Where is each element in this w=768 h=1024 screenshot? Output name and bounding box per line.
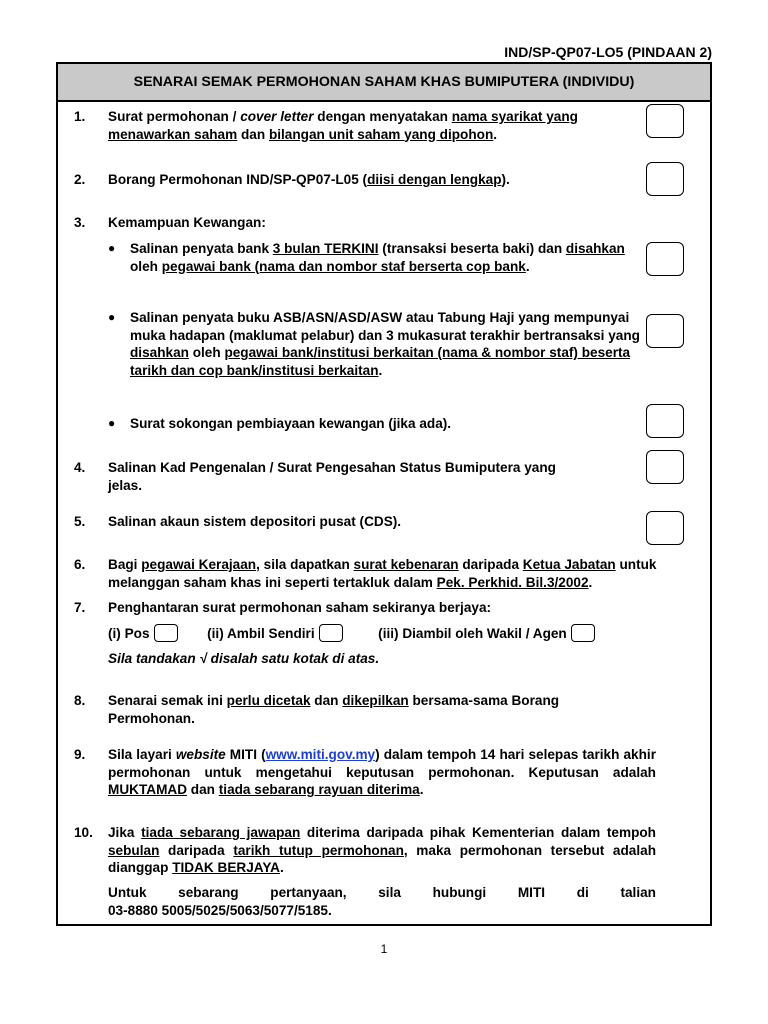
item-heading: Penghantaran surat permohonan saham sekiranya berjaya: [108, 600, 492, 615]
checkbox-wakil[interactable] [571, 624, 595, 642]
item-number: 7. [74, 600, 86, 615]
item-number: 4. [74, 460, 86, 475]
item-number: 5. [74, 514, 86, 529]
checklist-title: SENARAI SEMAK PERMOHONAN SAHAM KHAS BUMIPUTERA (INDIVIDU) [58, 64, 710, 102]
checkbox-item-5[interactable] [646, 511, 684, 545]
item-3-bullet-1: ● Salinan penyata bank 3 bulan TERKINI (transaksi beserta baki) dan disahkan oleh pegawai bank (nama dan nombor staf berserta cop bank. [108, 241, 625, 274]
checkbox-item-4[interactable] [646, 450, 684, 484]
item-heading: Kemampuan Kewangan: [108, 215, 266, 230]
option-wakil-label: (iii) Diambil oleh Wakil / Agen [378, 626, 567, 641]
checklist-frame: SENARAI SEMAK PERMOHONAN SAHAM KHAS BUMIPUTERA (INDIVIDU) 1. Surat permohonan / cover letter dengan menyatakan nama syarikat yang menawarkan saham dan bilangan unit saham yang dipohon. 2. Borang Permohonan IND/SP-QP07-L05 (diisi dengan lengkap). 3. Kemampuan Kewangan: ● Salinan penyata bank 3 bulan TERKINI (transaksi beserta baki) dan disahkan oleh pegawai bank (nama dan nombor staf berserta cop bank. ● Salinan penyata buku ASB/ASN/ASD/ASW atau Tabung Haji yang mempunyai muka hadapan (maklumat pelabur) dan 3 mukasurat terakhir bertransaksi yang disahkan oleh pegawai bank/institusi berkaitan (nama & nombor staf) beserta tarikh dan cop bank/institusi berkaitan. ● Surat sokongan pembiayaan kewangan (jika ada). 4. Salinan Kad Pengenalan / Surat Pengesahan Status Bumiputera yang jelas. 5. Salinan akaun sistem depositori pusat (CDS). 6. Bagi pegawai Kerajaan, sila dapatkan surat kebenaran daripada Ketua Jabatan untuk melanggan saham khas ini seperti tertakluk dalam Pek. Perkhid. Bil.3/2002. 7. Penghantaran surat permohonan saham sekiranya berjaya: (i) Pos (ii) Ambil Sendiri (iii) Diambil oleh Wakil / Agen Sila tandakan √ disalah satu kotak di atas. 8. Senarai semak ini perlu dicetak dan dikepilkan bersama-sama Borang Permohonan. 9. Sila layari website MITI (www.miti.gov.my) dalam tempoh 14 hari selepas tarikh akhir permohonan untuk mengetahui keputusan permohonan. Keputusan adalah MUKTAMAD dan tiada sebarang rayuan diterima. 10. Jika tiada sebarang jawapan diterima daripada pihak Kementerian dalam tempoh sebulan daripada tarikh tutup permohonan, maka permohonan tersebut adalah dianggap TIDAK BERJAYA. Untuk sebarang pertanyaan, sila hubungi MITI di talian 03-8880 5005/5025/5063/5077/5185. [56, 62, 712, 926]
option-pos-label: (i) Pos [108, 626, 150, 641]
item-3-bullet-3: ● Surat sokongan pembiayaan kewangan (jika ada). [108, 416, 452, 431]
item-text: Sila layari website MITI (www.miti.gov.my) dalam tempoh 14 hari selepas tarikh akhir permohonan untuk mengetahui keputusan permohonan. Keputusan adalah MUKTAMAD dan tiada sebarang rayuan diterima. [108, 747, 656, 797]
item-text: Senarai semak ini perlu dicetak dan dikepilkan bersama-sama Borang Permohonan. [108, 693, 560, 726]
checkbox-ambil-sendiri[interactable] [319, 624, 343, 642]
option-ambil-sendiri-label: (ii) Ambil Sendiri [207, 626, 315, 641]
contact-line: Untuk sebarang pertanyaan, sila hubungi MITI di talian [108, 885, 656, 900]
checkbox-item-3c[interactable] [646, 404, 684, 438]
item-3-bullet-2: ● Salinan penyata buku ASB/ASN/ASD/ASW atau Tabung Haji yang mempunyai muka hadapan (maklumat pelabur) dan 3 mukasurat terakhir bertransaksi yang disahkan oleh pegawai bank/institusi berkaitan (nama & nombor staf) beserta tarikh dan cop bank/institusi berkaitan. [108, 310, 640, 378]
item-number: 1. [74, 109, 86, 124]
checkbox-item-3b[interactable] [646, 314, 684, 348]
checkbox-pos[interactable] [154, 624, 178, 642]
item-number: 3. [74, 215, 86, 230]
miti-website-link[interactable]: www.miti.gov.my [265, 747, 376, 762]
checkbox-item-1[interactable] [646, 104, 684, 138]
checkbox-item-2[interactable] [646, 162, 684, 196]
item-text: Borang Permohonan IND/SP-QP07-L05 (diisi dengan lengkap). [108, 172, 510, 187]
item-number: 8. [74, 693, 86, 708]
bullet-icon: ● [108, 241, 116, 255]
document-reference: IND/SP-QP07-LO5 (PINDAAN 2) [504, 44, 712, 60]
item-number: 6. [74, 557, 86, 572]
item-number: 10. [74, 825, 93, 840]
item-text: Salinan Kad Pengenalan / Surat Pengesahan Status Bumiputera yang jelas. [108, 460, 556, 493]
item-text: Salinan akaun sistem depositori pusat (CDS). [108, 514, 402, 529]
item-text: Jika tiada sebarang jawapan diterima daripada pihak Kementerian dalam tempoh sebulan daripada tarikh tutup permohonan, maka permohonan tersebut adalah dianggap TIDAK BERJAYA. [108, 825, 656, 875]
item-number: 9. [74, 747, 86, 762]
item-text: Surat permohonan / cover letter dengan menyatakan nama syarikat yang menawarkan saham dan bilangan unit saham yang dipohon. [108, 109, 578, 142]
bullet-icon: ● [108, 310, 116, 324]
contact-phone-numbers: 03-8880 5005/5025/5063/5077/5185. [108, 902, 332, 918]
checkbox-item-3a[interactable] [646, 242, 684, 276]
page-number: 1 [380, 942, 388, 956]
item-number: 2. [74, 172, 86, 187]
bullet-icon: ● [108, 416, 116, 430]
item-text: Bagi pegawai Kerajaan, sila dapatkan surat kebenaran daripada Ketua Jabatan untuk melanggan saham khas ini seperti tertakluk dalam Pek. Perkhid. Bil.3/2002. [108, 557, 657, 590]
